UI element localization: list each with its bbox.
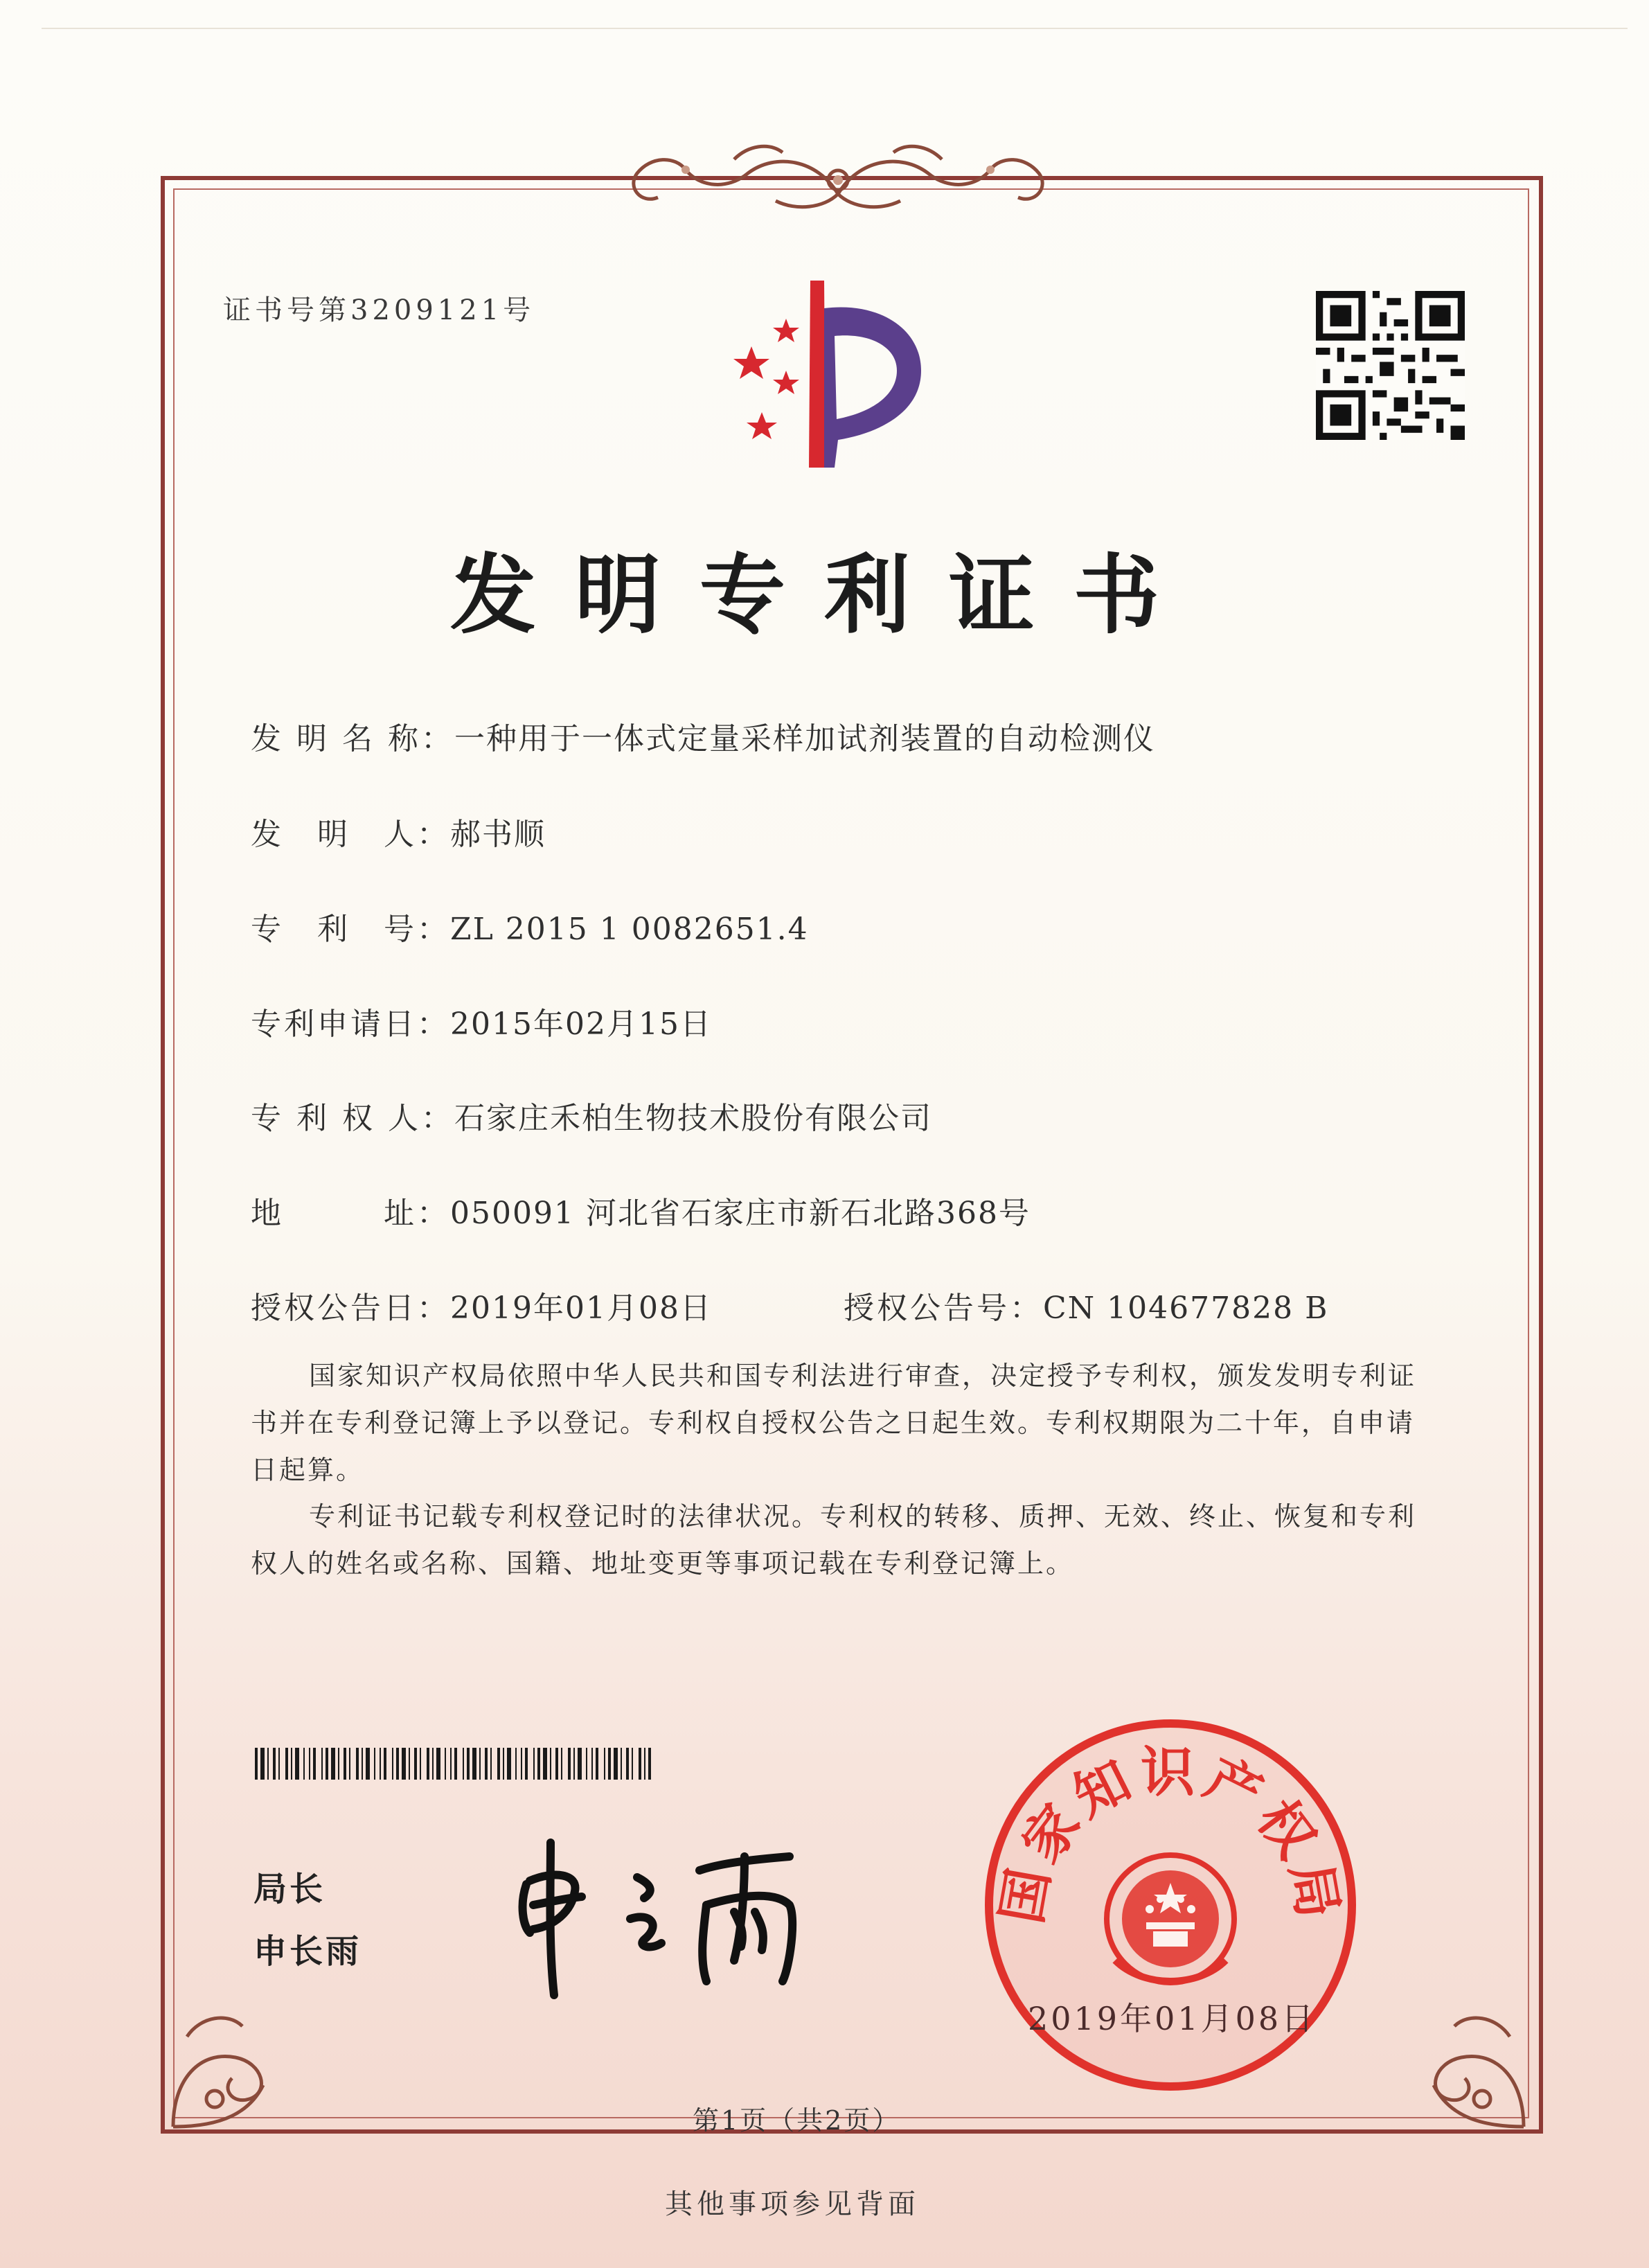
svg-text:国家知识产权局: 国家知识产权局: [990, 1742, 1351, 1929]
grant-number-label: 授权公告号：: [844, 1291, 1043, 1326]
invention-name-value: 一种用于一体式定量采样加试剂装置的自动检测仪: [454, 721, 1155, 756]
see-reverse-note: 其他事项参见背面: [665, 2188, 920, 2220]
field-invention-name: [251, 714, 1155, 758]
address-value: 050091 河北省石家庄市新石北路368号: [450, 1196, 1031, 1231]
director-signature: [512, 1829, 845, 2009]
field-address: [251, 1188, 1031, 1232]
field-patentee: [251, 1093, 932, 1137]
certificate-number: 证书号第3209121号: [223, 294, 535, 326]
director-name: 申长雨: [253, 1932, 362, 1971]
field-grant-date: [251, 1283, 712, 1327]
filing-date-label: 专利申请日：: [251, 1007, 450, 1042]
national-emblem-icon: [1107, 1855, 1234, 1983]
patent-number-value: ZL 2015 1 0082651.4: [450, 912, 809, 947]
paragraph-grant-statement: 国家知识产权局依照中华人民共和国专利法进行审查，决定授予专利权，颁发发明专利证书并在专利登记簿上予以登记。专利权自授权公告之日起生效。专利权期限为二十年，自申请日起算。: [251, 1361, 1417, 1485]
field-filing-date: [251, 999, 712, 1043]
official-seal-stamp: [977, 1711, 1364, 2099]
bottom-right-corner-ornament: [1371, 1995, 1537, 2134]
page-title: 发明专利证书: [449, 546, 1198, 646]
field-inventor: [251, 809, 546, 853]
filing-date-value: 2015年02月15日: [450, 1007, 712, 1042]
page-number: 第1页（共2页）: [693, 2105, 901, 2136]
inventor-label: 发 明 人：: [251, 817, 450, 852]
patentee-label: 专 利 权 人：: [251, 1101, 454, 1136]
field-grant-number: [844, 1283, 1328, 1327]
field-patent-number: [251, 904, 809, 948]
bottom-left-corner-ornament: [159, 1995, 326, 2134]
grant-number-value: CN 104677828 B: [1043, 1291, 1329, 1326]
top-scroll-ornament: [609, 132, 1067, 222]
patent-number-label: 专 利 号：: [251, 912, 450, 947]
director-title: 局长: [253, 1870, 326, 1908]
paragraph-legal-status: 专利证书记载专利权登记时的法律状况。专利权的转移、质押、无效、终止、恢复和专利权人的姓名或名称、国籍、地址变更等事项记载在专利登记簿上。: [251, 1501, 1417, 1579]
grant-date-label: 授权公告日：: [251, 1291, 450, 1326]
grant-date-value: 2019年01月08日: [450, 1291, 712, 1326]
qr-code-icon: [1316, 291, 1465, 440]
inventor-value: 郝书顺: [450, 817, 546, 852]
invention-name-label: 发 明 名 称：: [251, 721, 454, 756]
patentee-value: 石家庄禾柏生物技术股份有限公司: [454, 1101, 932, 1136]
patent-office-emblem-icon: [720, 281, 983, 488]
barcode-icon: [255, 1748, 651, 1780]
address-label: 地 址：: [251, 1196, 450, 1231]
seal-date: 2019年01月08日: [1028, 2000, 1317, 2037]
